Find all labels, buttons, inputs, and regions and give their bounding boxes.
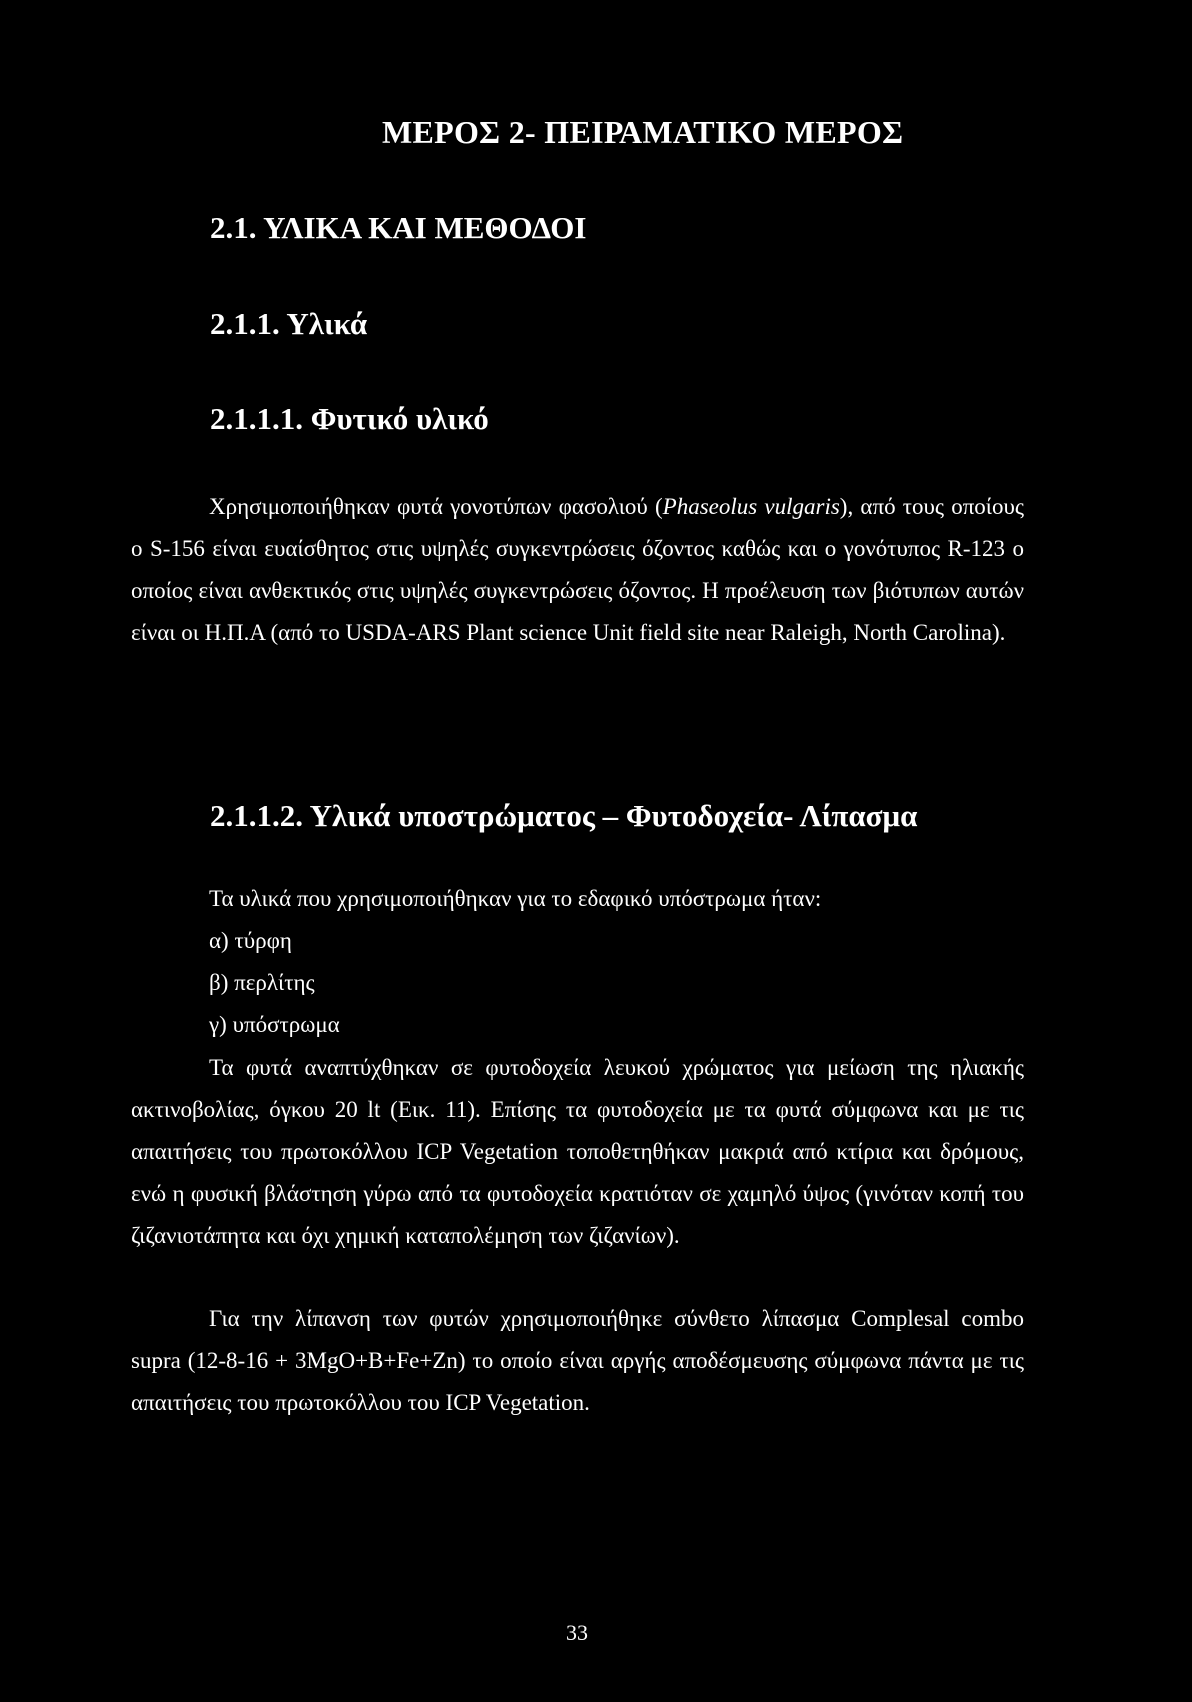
- page-number: 33: [566, 1620, 588, 1645]
- paragraph-pots: Τα φυτά αναπτύχθηκαν σε φυτοδοχεία λευκού χρώματος για μείωση της ηλιακής ακτινοβολίας, όγκου 20 lt (Εικ. 11). Επίσης τα φυτοδοχεία με τα φυτά σύμφωνα και με τις απαιτήσεις του πρωτοκόλλου ICP Vegetation τοποθετηθήκαν μακριά από κτίρια και δρόμους, ενώ η φυσική βλάστηση γύρω από τα φυτοδοχεία κρατιόταν σε χαμηλό ύψος (γινόταν κοπή του ζιζανιοτάπητα και όχι χημική καταπολέμηση των ζιζανίων).: [131, 1055, 1024, 1248]
- paragraph-plant-material: [131, 486, 1024, 654]
- species-name: Phaseolus vulgaris: [662, 494, 840, 519]
- paragraph-fertilizer: Για την λίπανση των φυτών χρησιμοποιήθηκε σύνθετο λίπασμα Complesal combo supra (12-8-16 + 3MgO+B+Fe+Zn) το οποίο είναι αργής αποδέσμευσης σύμφωνα πάντα με τις απαιτήσεις του πρωτοκόλλου του ICP Vegetation.: [131, 1306, 1024, 1415]
- list-item-peat: α) τύρφη: [209, 928, 292, 953]
- list-item-substrate: γ) υπόστρωμα: [209, 1012, 340, 1037]
- section-title: 2.1. ΥΛΙΚΑ ΚΑΙ ΜΕΘΟΔΟΙ: [210, 210, 587, 245]
- part-title: ΜΕΡΟΣ 2- ΠΕΙΡΑΜΑΤΙΚΟ ΜΕΡΟΣ: [382, 114, 904, 150]
- paragraph-plant-material-text-2: ), από τους οποίους ο S-156 είναι ευαίσθητος στις υψηλές συγκεντρώσεις όζοντος καθώς και ο γονότυπος R-123 ο οποίος είναι ανθεκτικός στις υψηλές συγκεντρώσεις όζοντος. Η προέλευση των βιότυπων αυτών είναι οι Η.Π.Α (από το USDA-ARS Plant science Unit field site near Raleigh, North Carolina).: [131, 494, 1024, 645]
- paragraph-substrate-intro: Τα υλικά που χρησιμοποιήθηκαν για το εδαφικό υπόστρωμα ήταν:: [209, 886, 822, 911]
- paragraph-plant-material-text-1: Χρησιμοποιήθηκαν φυτά γονοτύπων φασολιού (: [209, 494, 663, 519]
- subsubsection-title-substrate: 2.1.1.2. Υλικά υποστρώματος – Φυτοδοχεία- Λίπασμα: [210, 798, 918, 833]
- list-item-perlite: β) περλίτης: [209, 970, 315, 995]
- subsubsection-title-plant-material: 2.1.1.1. Φυτικό υλικό: [210, 401, 489, 436]
- subsection-title: 2.1.1. Υλικά: [210, 306, 368, 341]
